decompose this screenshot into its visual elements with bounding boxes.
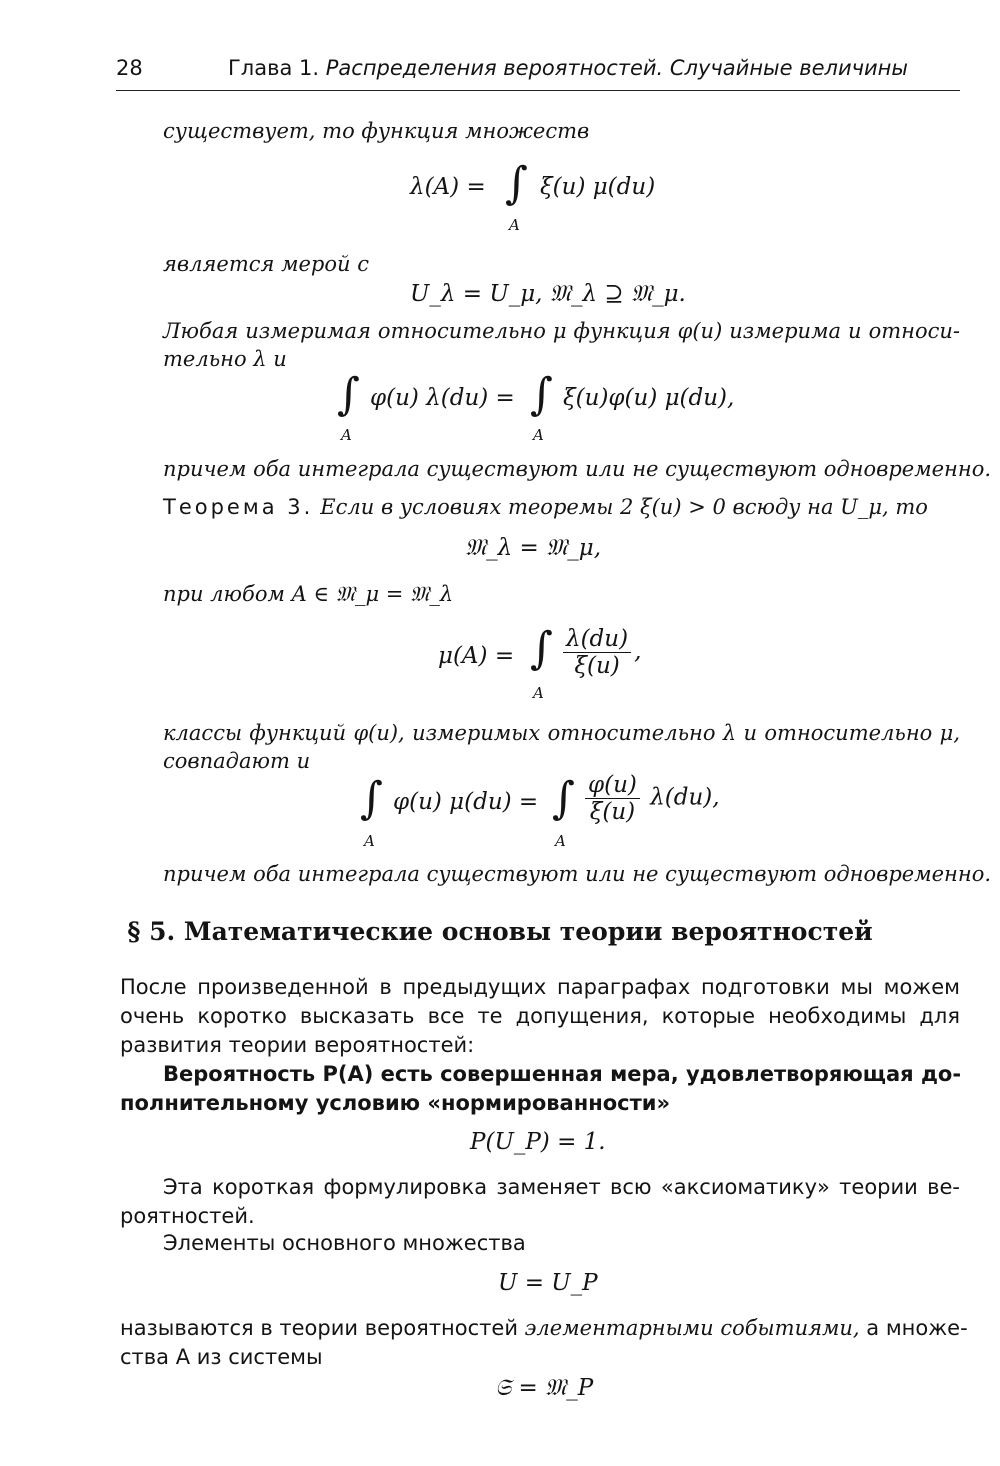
theorem-label: Теорема 3. [163,495,314,519]
text-line: очень коротко высказать все те допущения, которые необходимы для [120,1004,960,1028]
formula-U: U = U_P [498,1270,598,1296]
formula-int-left: φ(u) λ(du) = [370,385,515,411]
formula-mu-fraction [560,626,641,679]
text-line: существует, то функция множеств [163,119,590,143]
text-line: совпадают и [163,749,311,773]
formula-last-right [582,772,720,825]
text-line [120,1314,968,1342]
integral-sign: ∫ [552,773,575,824]
formula-m-eq: 𝔐_λ = 𝔐_μ, [465,535,602,561]
section-title: § 5. Математические основы теории вероятностей [127,917,873,946]
fraction [585,772,640,825]
formula-normalization: P(U_P) = 1. [470,1129,606,1155]
integral-sign: ∫ [505,158,528,209]
text-line: развития теории вероятностей: [120,1033,475,1057]
theorem-3 [163,493,928,522]
theorem-statement: Если в условиях теоремы 2 ξ(u) > 0 всюду на U_μ, то [320,495,928,519]
chapter-label: Глава 1. [228,56,320,80]
emphasis-term: элементарными событиями, [524,1316,860,1340]
text-line: причем оба интеграла существуют или не существуют одновременно. [163,457,992,481]
integral-sign: ∫ [530,369,553,420]
chapter-title: Распределения вероятностей. Случайные величины [325,56,908,80]
integral-limit: A [341,426,352,444]
page-number: 28 [116,56,143,80]
integral-sign: ∫ [530,623,553,674]
integral-limit: A [364,832,375,850]
text-line: роятностей. [120,1204,255,1228]
bold-definition-line: полнительному условию «нормированности» [120,1091,671,1115]
integral-limit: A [509,216,520,234]
fraction-numerator: λ(du) [563,626,631,653]
text-line: После произведенной в предыдущих параграфах подготовки мы можем [120,975,960,999]
text-line: является мерой с [163,252,369,276]
formula-lambda-lhs: λ(A) = [410,174,486,200]
text-span: а множе- [866,1316,968,1340]
formula-last-left: φ(u) μ(du) = [393,789,539,815]
chapter-heading [228,56,908,80]
text-line: Эта короткая формулировка заменяет всю «аксиоматику» теории ве- [163,1175,960,1199]
integral-sign: ∫ [360,773,383,824]
fraction [563,626,631,679]
text-line: Элементы основного множества [163,1231,526,1255]
text-line: при любом A ∈ 𝔐_μ = 𝔐_λ [163,582,454,606]
integral-sign: ∫ [337,369,360,420]
fraction-denominator: ξ(u) [574,653,620,679]
formula-mu-lhs: μ(A) = [438,643,515,669]
fraction-denominator: ξ(u) [589,799,636,825]
integral-limit: A [533,426,544,444]
formula-S: 𝔖 = 𝔐_P [495,1375,594,1401]
text-span: называются в теории вероятностей [120,1316,518,1340]
text-line: ства A из системы [120,1345,323,1369]
integral-limit: A [555,832,566,850]
text-line: тельно λ и [163,347,287,371]
text-line: классы функций φ(u), измеримых относительно λ и относительно μ, [163,721,960,745]
formula-int-right: ξ(u)φ(u) μ(du), [563,385,735,411]
text-line: причем оба интеграла существуют или не существуют одновременно. [163,862,992,886]
integral-limit: A [533,684,544,702]
formula-tail: λ(du), [650,784,720,811]
formula-lambda-rhs: ξ(u) μ(du) [540,174,656,200]
fraction-numerator: φ(u) [585,772,640,799]
formula-punctuation: , [634,638,642,665]
running-header [116,56,960,91]
bold-definition-line: Вероятность P(A) есть совершенная мера, удовлетворяющая до- [163,1062,962,1086]
formula-measure: U_λ = U_μ, 𝔐_λ ⊇ 𝔐_μ. [410,281,686,307]
text-line: Любая измеримая относительно μ функция φ(u) измерима и относи- [163,319,960,343]
